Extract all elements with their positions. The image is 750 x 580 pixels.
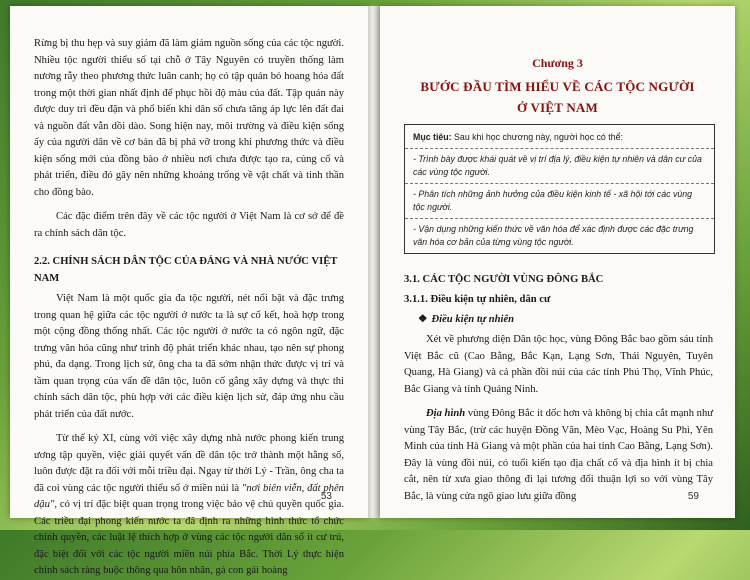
chapter-number: Chương 3 [532,56,583,70]
objective-item: - Trình bày được khái quát về vị trí địa lý, điều kiện tự nhiên và dân cư của các vùng tộc người. [405,148,714,183]
paragraph-4-end: , có vị trí đặc biệt quan trọng trong việc bảo vệ chủ quyền quốc gia. Các triều đại phong kiến nước ta đã định ra những hình thức tổ chức chính quyền, các luật lệ thích hợp ở vùng các tộc người dân số ít cư trú, đặc biệt đối với các tộc người miền núi phía Bắc. Thời Lý thực hiện chính sách ràng buộc thông qua hôn nhân, gả con gái hoàng [34,499,344,576]
section-heading-3-1: 3.1. CÁC TỘC NGƯỜI VÙNG ĐÔNG BẮC [404,274,604,285]
objectives-label: Mục tiêu: [413,132,452,142]
subsubsection-title: Điều kiện tự nhiên [431,314,515,325]
right-text-column [404,272,713,505]
right-page [380,6,735,518]
subsubsection-heading [418,312,713,328]
objective-item: - Vận dụng những kiến thức về văn hóa để xác định được các đặc trưng văn hóa cơ bản của từng vùng tộc người. [405,218,714,253]
chapter-title-line2: Ở VIỆT NAM [517,100,598,115]
left-page [10,6,368,576]
diamond-bullet-icon: ❖ [418,314,428,325]
left-text-column [34,36,344,580]
right-paragraph-2 [404,406,713,505]
section-heading-2-2: 2.2. CHÍNH SÁCH DÂN TỘC CỦA ĐẢNG VÀ NHÀ NƯỚC VIỆT NAM [34,256,338,284]
book-gutter [368,6,380,518]
paragraph-4-start: Từ thế kỷ XI, cùng với việc xây dựng nhà nước phong kiến trung ương tập quyền, việc giải quyết vấn đề dân tộc trở thành một hằng số, luôn được đặt ra đối với mỗi triều đại. Ngay từ thời Lý - Trần, ông cha ta đã coi vùng các tộc người thiểu số ở miền núi là [34,433,344,494]
page-number-right: 59 [687,491,699,502]
objectives-heading [405,125,714,148]
chapter-title-line1: BƯỚC ĐẦU TÌM HIỂU VỀ CÁC TỘC NGƯỜI [420,79,695,94]
objectives-box [404,124,715,254]
objectives-intro: Sau khi học chương này, người học có thể: [451,132,623,142]
subsection-heading-3-1-1: 3.1.1. Điều kiện tự nhiên, dân cư [404,294,551,305]
left-paragraph-3: Việt Nam là một quốc gia đa tộc người, nét nổi bật và đặc trưng trong quan hệ giữa các tộc người ở nước ta là sự cố kết, hoà hợp trong một cộng đồng thống nhất. Các tộc người ở nước ta có ngôn ngữ, đặc trưng văn hóa cũng như trình độ phát triển khác nhau, tạo nên sự phong phú, đa dạng. Trong lịch sử, ông cha ta đã sớm nhận thức được vị trí và tầm quan trọng của vấn đề dân tộc, luôn cố gắng xây dựng và thực thi chính sách dân tộc, phù hợp với các điều kiện lịch sử, đáp ứng nhu cầu phát triển của đất nước. [34,293,344,420]
left-paragraph-2: Các đặc điểm trên đây về các tộc người ở Việt Nam là cơ sở để đề ra chính sách dân tộc. [34,211,344,239]
right-paragraph-1: Xét về phương diện Dân tộc học, vùng Đông Bắc bao gồm sáu tỉnh Việt Bắc cũ (Cao Bằng, Bắc Kạn, Lạng Sơn, Thái Nguyên, Tuyên Quang, Hà Giang) và cả phần đồi núi của các tỉnh Phú Thọ, Vĩnh Phúc, Bắc Giang và tỉnh Quảng Ninh. [404,334,713,395]
left-paragraph-4 [34,431,344,580]
quote-bien-vien: "nơi biên viễn, đất phên dậu" [34,482,344,510]
right-paragraph-2-rest: vùng Đông Bắc ít dốc hơn và không bị chia cắt mạnh như vùng Tây Bắc, (trừ các huyện Đồng Văn, Mèo Vạc, Hoàng Su Phì, Yên Minh của tỉnh Hà Giang và một phần của hai tỉnh Cao Bằng, Lạng Sơn). Đây là vùng đồi núi, có tuổi kiến tạo địa chất cổ và địa hình ít bị chia cắt, nên từ xưa giao thông đi lại tương đối thuận lợi so với vùng Tây Bắc, là vùng cửa ngõ giao lưu giữa đồng [404,408,713,502]
left-paragraph-1: Rừng bị thu hẹp và suy giảm đã làm giảm nguồn sống của các tộc người. Nhiều tộc người thiểu số tại chỗ ở Tây Nguyên có truyền thống làm nương rẫy theo phương thức luân canh; họ có tập quán bỏ hoang hóa đất trong một thời gian nhất định để phục hồi độ màu của đất. Tập quán này được duy trì đều đặn và phổ biến khi dân số chưa tăng áp lực lên đất đai và nguồn đất vẫn dồi dào. Song hiện nay, môi trường và điều kiện sống ấy của người dân về cơ bản đã bị phá vỡ trong khi phương thức và điều kiện sống mới của đồng bào ở nhiều nơi chưa được tạo ra, củng cố và phát triển, điều đó gây nên những khoảng trống về vật chất và tinh thần cho đồng bào. [34,38,344,198]
objective-item: - Phân tích những ảnh hưởng của điều kiện kinh tế - xã hội tới các vùng tộc người. [405,183,714,218]
chapter-header [380,42,735,117]
page-number-left: 53 [320,491,332,502]
term-dia-hinh: Địa hình [426,408,466,419]
